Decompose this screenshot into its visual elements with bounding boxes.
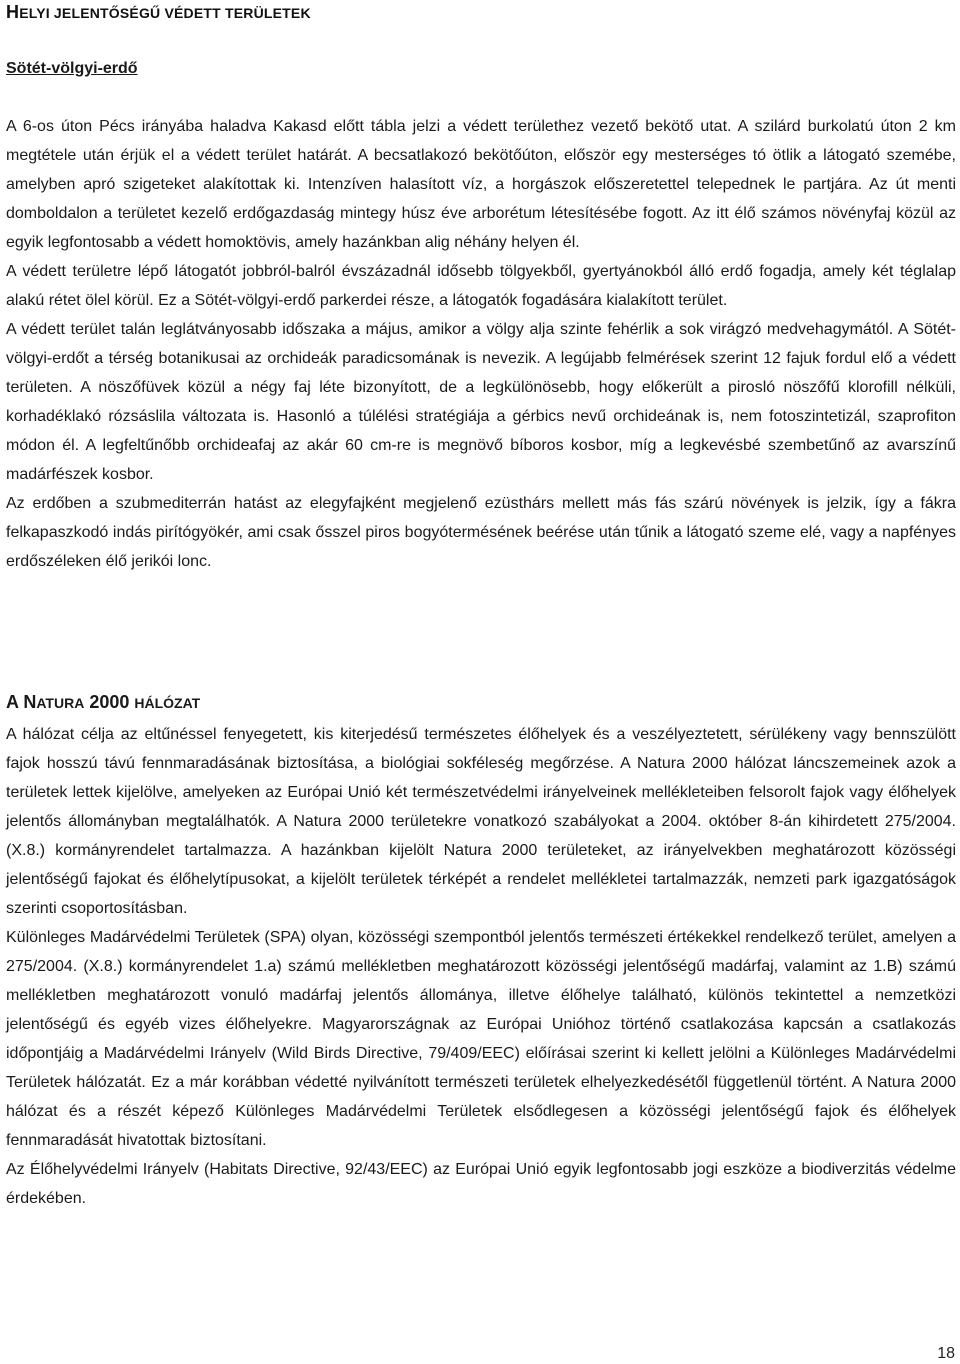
section2-body bbox=[6, 720, 956, 1213]
title-rest: ELYI JELENTŐSÉGŰ VÉDETT TERÜLETEK bbox=[19, 5, 311, 21]
title-part-num: 2000 bbox=[84, 692, 135, 712]
section-title-local-protected-areas bbox=[6, 2, 311, 23]
paragraph: Az Élőhelyvédelmi Irányelv (Habitats Directive, 92/43/EEC) az Európai Unió egyik legfontosabb jogi eszköze a biodiverzitás védelme érdekében. bbox=[6, 1161, 956, 1207]
title-part-a: A N bbox=[6, 692, 37, 712]
title-initial: H bbox=[6, 2, 20, 22]
paragraph: A védett területre lépő látogatót jobbról-balról évszázadnál idősebb tölgyekből, gyertyánokból álló erdő fogadja, amely két téglalap alakú rétet ölel körül. Ez a Sötét-völgyi-erdő parkerdei része, a látogatók fogadására kialakított terület. bbox=[6, 263, 956, 309]
paragraph: Különleges Madárvédelmi Területek (SPA) olyan, közösségi szempontból jelentős természeti értékekkel rendelkező terület, amelyen a 275/2004. (X.8.) kormányrendelet 1.a) számú mellékletben meghatározott közösségi jelentőségű madárfaj, valamint az 1.B) számú mellékletben meghatározott vonuló madárfaj jelentős állománya, illetve élőhelye található, különös tekintettel a nemzetközi jelentőségű és egyéb vizes élőhelyekre. Magyarországnak az Európai Unióhoz történő csatlakozása kapcsán a csatlakozás időpontjáig a Madárvédelmi Irányelv (Wild Birds Directive, 79/409/EEC) előírásai szerint ki kellett jelölni a Különleges Madárvédelmi Területek hálózatát. Ez a már korábban védetté nyilvánított természeti területek elhelyezkedésétől függetlenül történt. A Natura 2000 hálózat és a részét képező Különleges Madárvédelmi Területek elsődlegesen a közösségi jelentőségű fajok és élőhelyek fennmaradását hivatottak biztosítani. bbox=[6, 929, 956, 1149]
page-number: 18 bbox=[937, 1345, 955, 1362]
title-part-atura: ATURA bbox=[36, 695, 85, 711]
title-part-rest: HÁLÓZAT bbox=[134, 695, 201, 711]
paragraph: A védett terület talán leglátványosabb időszaka a május, amikor a völgy alja szinte fehérlik a sok virágzó medvehagymától. A Sötét-völgyi-erdőt a térség botanikusai az orchideák paradicsomának is nevezik. A legújabb felmérések szerint 12 fajuk fordul elő a védett területen. A nöszőfüvek közül a négy faj léte bizonyított, de a legkülönösebb, hogy előkerült a pirosló nöszőfű klorofill nélküli, korhadéklakó rózsáslila változata is. Hasonló a túlélési stratégiája a gérbics nevű orchideának is, nem fotoszintetizál, szaprofiton módon él. A legfeltűnőbb orchideafaj az akár 60 cm-re is megnövő bíboros kosbor, míg a legkevésbé szembetűnő az avarszínű madárfészek kosbor. bbox=[6, 321, 956, 483]
section1-body bbox=[6, 112, 956, 576]
paragraph: A 6-os úton Pécs irányába haladva Kakasd előtt tábla jelzi a védett területhez vezető bekötő utat. A szilárd burkolatú úton 2 km megtétele után érjük el a védett terület határát. A becsatlakozó bekötőúton, először egy mesterséges tó ötlik a látogató szemébe, amelyben apró szigeteket alakítottak ki. Intenzíven halasított víz, a horgászok előszeretettel telepednek le partjára. Az út menti domboldalon a területet kezelő erdőgazdaság mintegy húsz éve arborétum létesítésébe fogott. Az itt élő számos növényfaj közül az egyik legfontosabb a védett homoktövis, amely hazánkban alig néhány helyen él. bbox=[6, 118, 956, 251]
section-title-natura-2000 bbox=[6, 692, 200, 713]
subsection-title: Sötét-völgyi-erdő bbox=[6, 60, 138, 77]
paragraph: Az erdőben a szubmediterrán hatást az elegyfajként megjelenő ezüsthárs mellett más fás szárú növények is jelzik, így a fákra felkapaszkodó indás pirítógyökér, ami csak ősszel piros bogyótermésének beérése után tűnik a látogató szeme elé, vagy a napfényes erdőszéleken élő jerikói lonc. bbox=[6, 495, 956, 570]
paragraph: A hálózat célja az eltűnéssel fenyegetett, kis kiterjedésű természetes élőhelyek és a veszélyeztetett, sérülékeny vagy bennszülött fajok hosszú távú fennmaradásának biztosítása, a biológiai sokféleség megőrzése. A Natura 2000 hálózat láncszemeinek azok a területek lettek kijelölve, amelyeken az Európai Unió két természetvédelmi irányelveinek mellékleteiben felsorolt fajok vagy élőhelyek jelentős állományban megtalálhatók. A Natura 2000 területekre vonatkozó szabályokat a 2004. október 8-án kihirdetett 275/2004. (X.8.) kormányrendelet tartalmazza. A hazánkban kijelölt Natura 2000 területeket, az irányelvekben meghatározott közösségi jelentőségű fajokat és élőhelytípusokat, a kijelölt területek térképét a rendelet mellékletei tartalmazzák, nemzeti park igazgatóságok szerinti csoportosításban. bbox=[6, 726, 956, 917]
